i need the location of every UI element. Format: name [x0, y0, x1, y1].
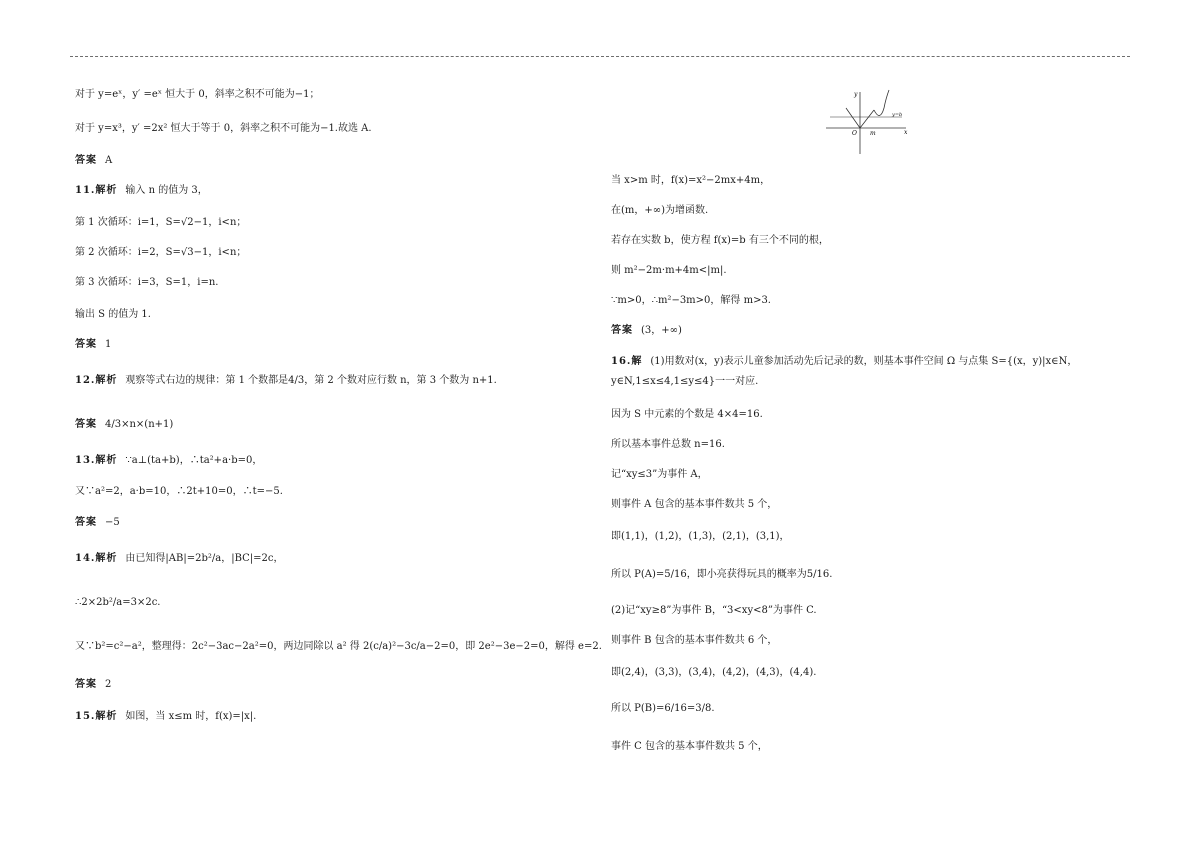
right-column-line [611, 530, 790, 544]
line-text: 则事件 A 包含的基本事件数共 5 个， [611, 499, 778, 510]
left-column-line [75, 122, 372, 136]
answer-label: 16.解 [611, 356, 643, 367]
line-text: 则事件 B 包含的基本事件数共 6 个， [611, 635, 778, 646]
right-column-line [611, 294, 771, 308]
line-text: 4/3×n×(n+1) [105, 419, 174, 430]
line-text: 事件 C 包含的基本事件数共 5 个， [611, 741, 768, 752]
line-text: 记“xy≤3”为事件 A， [611, 469, 708, 480]
line-text: ∴2×2b²/a=3×2c. [75, 597, 161, 608]
line-text: 对于 y=x³，y′ =2x² 恒大于等于 0，斜率之积不可能为−1.故选 A. [75, 123, 372, 134]
right-column-line [611, 498, 777, 512]
left-column-line [75, 276, 218, 290]
right-column-line [611, 352, 1126, 392]
left-column-line [75, 710, 256, 724]
answer-label: 11.解析 [75, 185, 118, 196]
line-text: 由已知得|AB|=2b²/a，|BC|=2c， [125, 553, 284, 564]
right-column-line [611, 174, 770, 188]
line-text: A [105, 155, 113, 166]
line-text: −5 [105, 517, 120, 528]
line-text: 2 [105, 679, 112, 690]
right-column-line [611, 324, 682, 338]
line-text: 又∵b²=c²−a²，整理得：2c²−3ac−2a²=0，两边同除以 a² 得 2(c/a)²−3c/a−2=0，即 2e²−3e−2=0，解得 e=2. [75, 641, 602, 652]
answer-label: 答案 [75, 155, 97, 166]
left-column-line [75, 184, 208, 198]
right-column-line [611, 204, 708, 218]
left-column-line [75, 418, 173, 432]
left-column-line [75, 216, 246, 230]
parabola-curve [874, 90, 889, 116]
line-text: (1)用数对(x，y)表示儿童参加活动先后记录的数，则基本事件空间 Ω 与点集 S={(x，y)|x∈N，y∈N,1≤x≤4,1≤y≤4}一一对应. [611, 356, 1078, 387]
right-column-line [611, 634, 777, 648]
line-text: 当 x>m 时，f(x)=x²−2mx+4m， [611, 175, 771, 186]
answer-label: 答案 [75, 679, 97, 690]
line-text: 第 2 次循环：i=2，S=√3−1，i<n； [75, 247, 247, 258]
right-column-line [611, 568, 832, 582]
left-column-line [75, 640, 602, 654]
left-column-line [75, 516, 120, 530]
answer-label: 15.解析 [75, 711, 118, 722]
line-text: 1 [105, 339, 112, 350]
line-text: 输出 S 的值为 1. [75, 309, 151, 320]
left-column-line [75, 308, 151, 322]
header-dashed-rule [70, 56, 1130, 57]
answer-label: 14.解析 [75, 553, 118, 564]
y-axis-label: y [854, 91, 858, 98]
answer-label: 答案 [611, 325, 633, 336]
line-text: 所以基本事件总数 n=16. [611, 439, 725, 450]
line-text: 第 1 次循环：i=1，S=√2−1，i<n； [75, 217, 247, 228]
line-text: 输入 n 的值为 3， [125, 185, 208, 196]
right-column-line [611, 666, 816, 680]
m-label: m [870, 130, 876, 137]
line-text: 如图，当 x≤m 时，f(x)=|x|. [125, 711, 257, 722]
right-column-line [611, 468, 708, 482]
line-text: 因为 S 中元素的个数是 4×4=16. [611, 409, 763, 420]
line-text: 又∵a²=2，a·b=10，∴2t+10=0，∴t=−5. [75, 486, 283, 497]
left-column-line [75, 454, 262, 468]
line-text: ∵m>0，∴m²−3m>0，解得 m>3. [611, 295, 771, 306]
right-column-line [611, 264, 727, 278]
line-text: 对于 y=eˣ，y′ =eˣ 恒大于 0，斜率之积不可能为−1； [75, 89, 320, 100]
left-column-line [75, 552, 283, 566]
line-text: 若存在实数 b，使方程 f(x)=b 有三个不同的根， [611, 235, 829, 246]
right-column-line [611, 740, 768, 754]
left-column-line [75, 678, 111, 692]
left-column-line [75, 596, 160, 610]
left-column-line [75, 246, 246, 260]
function-graph-figure [826, 88, 910, 154]
right-column-line [611, 234, 829, 248]
right-column-line [611, 702, 715, 716]
line-text: 即(1,1)，(1,2)，(1,3)，(2,1)，(3,1)， [611, 531, 790, 542]
line-text: 观察等式右边的规律：第 1 个数都是4/3，第 2 个数对应行数 n，第 3 个数为 n+1. [125, 375, 497, 386]
x-axis-label: x [904, 129, 908, 136]
answer-label: 答案 [75, 517, 97, 528]
line-text: 所以 P(A)=5/16，即小亮获得玩具的概率为5/16. [611, 569, 833, 580]
answer-label: 13.解析 [75, 455, 118, 466]
line-text: 所以 P(B)=6/16=3/8. [611, 703, 715, 714]
right-column-line [611, 408, 763, 422]
line-text: 第 3 次循环：i=3，S=1，i=n. [75, 277, 219, 288]
line-label: y=b [892, 112, 903, 118]
line-text: (2)记“xy≥8”为事件 B，“3<xy<8”为事件 C. [611, 605, 817, 616]
answer-label: 答案 [75, 419, 97, 430]
right-column-line [611, 604, 817, 618]
left-column-line [75, 154, 112, 168]
line-text: 在(m，+∞)为增函数. [611, 205, 709, 216]
answer-label: 答案 [75, 339, 97, 350]
line-text: (3，+∞) [641, 325, 682, 336]
left-column-line [75, 374, 497, 388]
line-text: 即(2,4)，(3,3)，(3,4)，(4,2)，(4,3)，(4,4). [611, 667, 817, 678]
answer-label: 12.解析 [75, 375, 118, 386]
line-text: ∵a⊥(ta+b)，∴ta²+a·b=0， [125, 455, 263, 466]
line-text: 则 m²−2m·m+4m<|m|. [611, 265, 727, 276]
right-column-line [611, 438, 725, 452]
origin-label: O [852, 130, 857, 137]
left-column-line [75, 485, 283, 499]
left-column-line [75, 88, 319, 102]
left-column-line [75, 338, 111, 352]
